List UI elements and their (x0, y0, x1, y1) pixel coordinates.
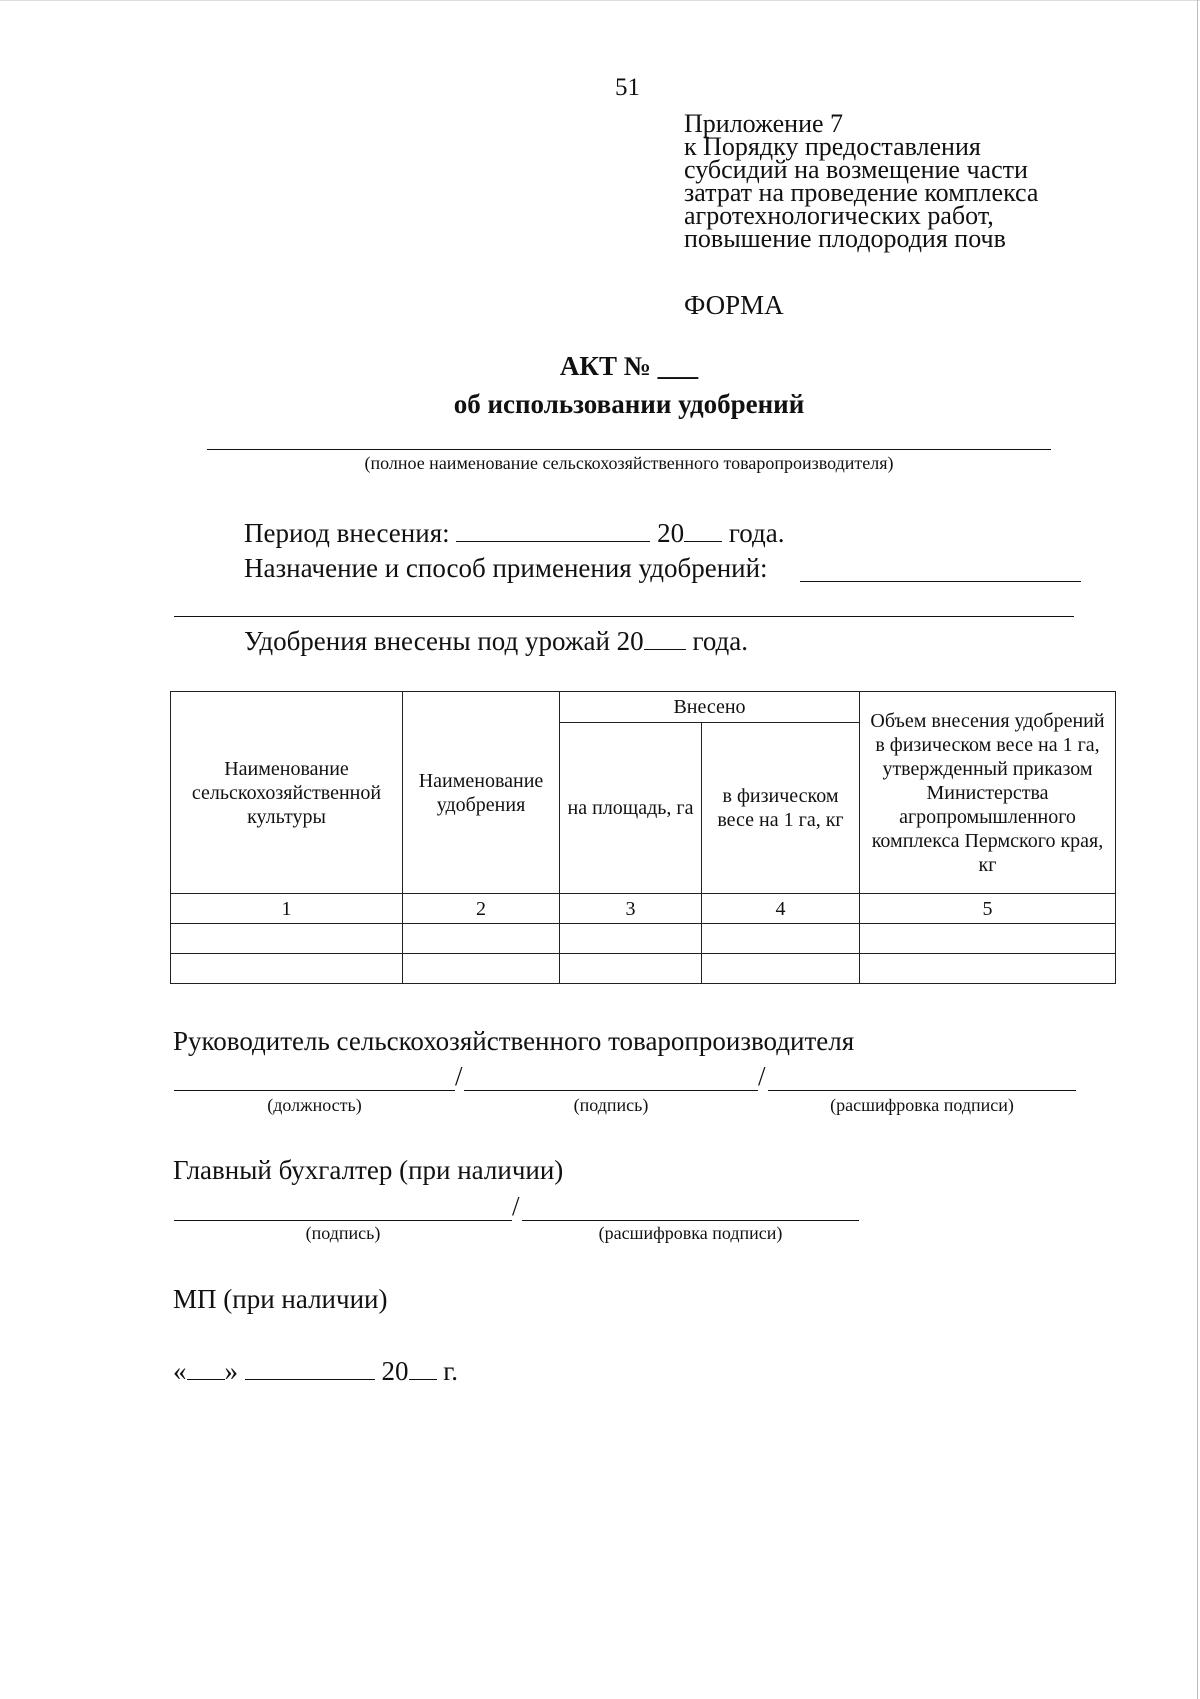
table-row (171, 954, 1116, 984)
signature-caption: (подпись) (573, 1095, 649, 1115)
column-number: 3 (560, 894, 702, 924)
decoding-line[interactable] (768, 1090, 1076, 1091)
period-suffix: года. (728, 518, 785, 548)
slash-separator: / (512, 1191, 520, 1221)
date-month-blank[interactable] (245, 1357, 375, 1380)
date-year-prefix: 20 (381, 1356, 409, 1386)
table-header-row (171, 692, 1116, 723)
position-caption: (должность) (267, 1095, 362, 1115)
date-year-blank[interactable] (409, 1357, 437, 1380)
stamp-label: МП (при наличии) (173, 1284, 388, 1314)
accountant-decoding-line[interactable] (522, 1220, 859, 1221)
producer-caption: (полное наименование сельскохозяйственного товаропроизводителя) (364, 453, 894, 473)
period-year-prefix: 20 (657, 518, 685, 548)
purpose-row (244, 553, 768, 584)
harvest-year-blank[interactable] (644, 627, 686, 650)
appendix-line: агротехнологических работ, (684, 201, 994, 230)
purpose-blank-continuation[interactable] (174, 616, 1074, 617)
accountant-signature-caption: (подпись) (305, 1223, 381, 1243)
date-day-blank[interactable] (187, 1357, 225, 1380)
act-title: АКТ № ___ (559, 351, 699, 381)
table-cell[interactable] (860, 954, 1116, 984)
period-label: Период внесения: (244, 518, 450, 548)
accountant-signature-line[interactable] (174, 1220, 512, 1221)
header-area: на площадь, га (560, 723, 702, 894)
table-cell[interactable] (171, 954, 403, 984)
date-row (173, 1356, 458, 1387)
date-year-suffix: г. (443, 1356, 459, 1386)
table-row (171, 924, 1116, 954)
column-number: 2 (403, 894, 560, 924)
table-cell[interactable] (560, 954, 702, 984)
appendix-line: затрат на проведение комплекса (684, 178, 1039, 207)
page-number: 51 (615, 74, 640, 101)
form-label: ФОРМА (684, 290, 784, 320)
signature-line[interactable] (464, 1090, 758, 1091)
accountant-title: Главный бухгалтер (при наличии) (173, 1155, 564, 1185)
period-year-blank[interactable] (684, 519, 722, 542)
column-number: 5 (860, 894, 1116, 924)
period-blank[interactable] (456, 519, 650, 542)
date-close-quote: » (224, 1356, 238, 1386)
table-cell[interactable] (702, 924, 860, 954)
table-cell[interactable] (702, 954, 860, 984)
column-number: 1 (171, 894, 403, 924)
header-physical-weight: в физическом весе на 1 га, кг (702, 723, 860, 894)
harvest-row (244, 626, 748, 657)
appendix-block (684, 109, 1039, 253)
slash-separator: / (758, 1061, 766, 1091)
appendix-line: повышение плодородия почв (684, 224, 1006, 253)
date-open-quote: « (173, 1356, 187, 1386)
header-applied-group: Внесено (560, 692, 860, 723)
header-crop: Наименование сельскохозяйственной культуры (171, 692, 403, 894)
table-cell[interactable] (171, 924, 403, 954)
act-subtitle: об использовании удобрений (453, 389, 805, 419)
purpose-label: Назначение и способ применения удобрений: (244, 553, 768, 583)
slash-separator: / (455, 1061, 463, 1091)
appendix-line: к Порядку предоставления (684, 132, 981, 161)
purpose-blank[interactable] (800, 581, 1081, 582)
table-cell[interactable] (403, 924, 560, 954)
fertilizer-table (170, 691, 1116, 984)
table-cell[interactable] (403, 954, 560, 984)
position-line[interactable] (174, 1090, 455, 1091)
table-cell[interactable] (560, 924, 702, 954)
table-cell[interactable] (860, 924, 1116, 954)
page-edge-right (1197, 0, 1198, 1699)
header-fertilizer: Наименование удобрения (403, 692, 560, 894)
table-number-row (171, 894, 1116, 924)
appendix-line: Приложение 7 (684, 109, 844, 138)
header-approved-volume: Объем внесения удобрений в физическом весе на 1 га, утвержденный приказом Министерства агропромышленного комплекса Пермского края, кг (860, 692, 1116, 894)
harvest-label: Удобрения внесены под урожай 20 (244, 626, 644, 656)
column-number: 4 (702, 894, 860, 924)
producer-name-line[interactable] (207, 449, 1051, 450)
appendix-line: субсидий на возмещение части (684, 155, 1028, 184)
period-row (244, 518, 784, 549)
page-edge-top (0, 0, 1200, 1)
accountant-decoding-caption: (расшифровка подписи) (598, 1223, 783, 1243)
head-title: Руководитель сельскохозяйственного товаропроизводителя (173, 1026, 855, 1056)
decoding-caption: (расшифровка подписи) (830, 1095, 1014, 1115)
harvest-suffix: года. (692, 626, 749, 656)
